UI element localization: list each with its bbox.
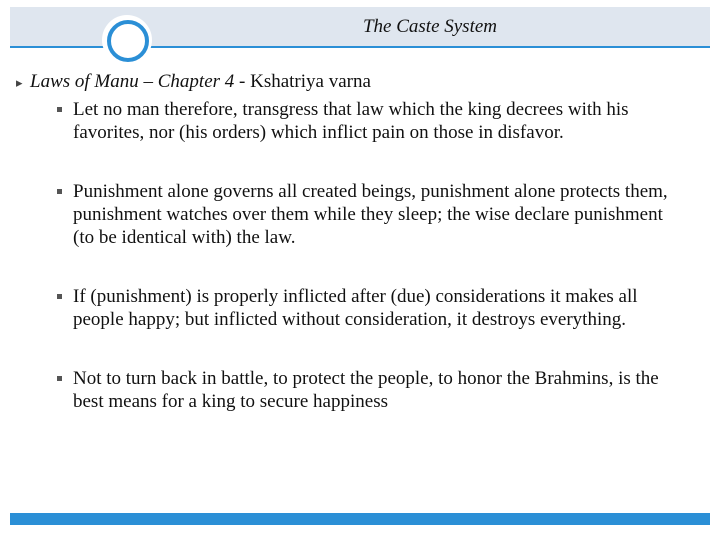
bullet-square-icon: [57, 189, 62, 194]
bullet-square-icon: [57, 376, 62, 381]
bullet-square-icon: [57, 294, 62, 299]
bullet-list: [55, 98, 675, 449]
slide-title: The Caste System: [362, 16, 498, 37]
bullet-square-icon: [57, 107, 62, 112]
footer-band: [10, 513, 710, 525]
bullet-text: Not to turn back in battle, to protect the people, to honor the Brahmins, is the best means for a king to secure happiness: [73, 368, 659, 412]
bullet-item: [55, 98, 675, 144]
bullet-text: Let no man therefore, transgress that law which the king decrees with his favorites, nor (his orders) which inflict pain on those in disfavor.: [73, 99, 629, 143]
heading-italic-text: Laws of Manu – Chapter 4 -: [30, 71, 251, 92]
bullet-item: [55, 367, 675, 413]
bullet-text: If (punishment) is properly inflicted after (due) considerations it makes all people happy; but inflicted without consideration, it destroys everything.: [73, 286, 638, 330]
section-heading: [16, 70, 371, 94]
heading-arrow-icon: ▸: [16, 75, 23, 90]
bullet-item: [55, 285, 675, 331]
heading-plain-text: Kshatriya varna: [250, 71, 371, 92]
circle-ornament-icon: [107, 20, 149, 62]
bullet-item: [55, 180, 675, 249]
bullet-text: Punishment alone governs all created beings, punishment alone protects them, punishment watches over them while they sleep; the wise declare punishment (to be identical with) the law.: [73, 181, 668, 248]
